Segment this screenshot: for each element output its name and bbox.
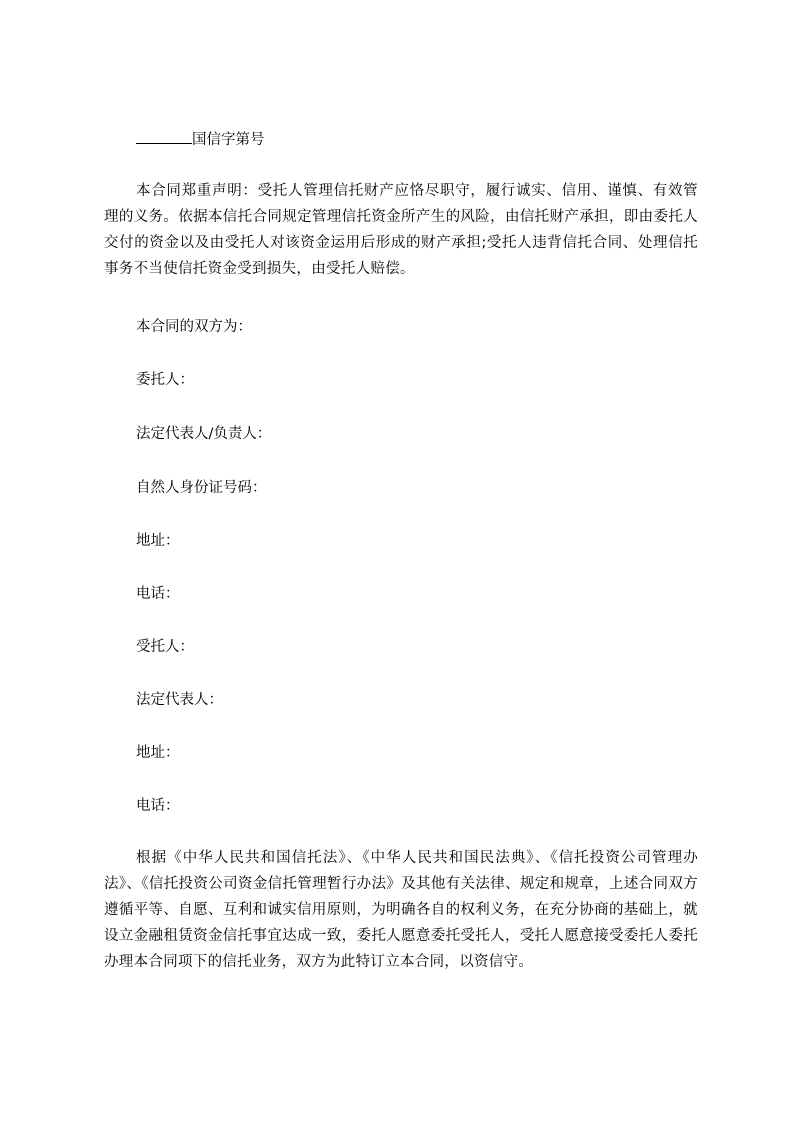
contract-number-line (136, 130, 265, 150)
parties-intro: 本合同的双方为： (136, 319, 252, 335)
trustee-address-label: 地址： (136, 745, 180, 761)
trustor-id-number-label: 自然人身份证号码： (136, 480, 267, 496)
trustor-legal-rep-label: 法定代表人/负责人： (136, 426, 272, 442)
trustee-phone-label: 电话： (136, 798, 180, 814)
contract-number-blank (136, 130, 192, 144)
declaration-paragraph: 本合同郑重声明：受托人管理信托财产应恪尽职守，履行诚实、信用、谨慎、有效管理的义务。依据本信托合同规定管理信托资金所产生的风险，由信托财产承担，即由委托人交付的资金以及由受托人对该资金运用后形成的财产承担;受托人违背信托合同、处理信托事务不当使信托资金受到损失，由受托人赔偿。 (104, 183, 698, 277)
trustee-legal-rep-label: 法定代表人： (136, 692, 223, 708)
trustor-label: 委托人： (136, 372, 194, 388)
trustee-label: 受托人： (136, 639, 194, 655)
legal-basis-paragraph: 根据《中华人民共和国信托法》、《中华人民共和国民法典》、《信托投资公司管理办法》、《信托投资公司资金信托管理暂行办法》及其他有关法律、规定和规章，上述合同双方遵循平等、自愿、互利和诚实信用原则，为明确各自的权利义务，在充分协商的基础上，就设立金融租赁资金信托事宜达成一致，委托人愿意委托受托人，受托人愿意接受委托人委托办理本合同项下的信托业务，双方为此特订立本合同，以资信守。 (104, 850, 698, 970)
trustor-phone-label: 电话： (136, 586, 180, 602)
contract-number-suffix: 国信字第号 (192, 132, 265, 148)
trustor-address-label: 地址： (136, 533, 180, 549)
